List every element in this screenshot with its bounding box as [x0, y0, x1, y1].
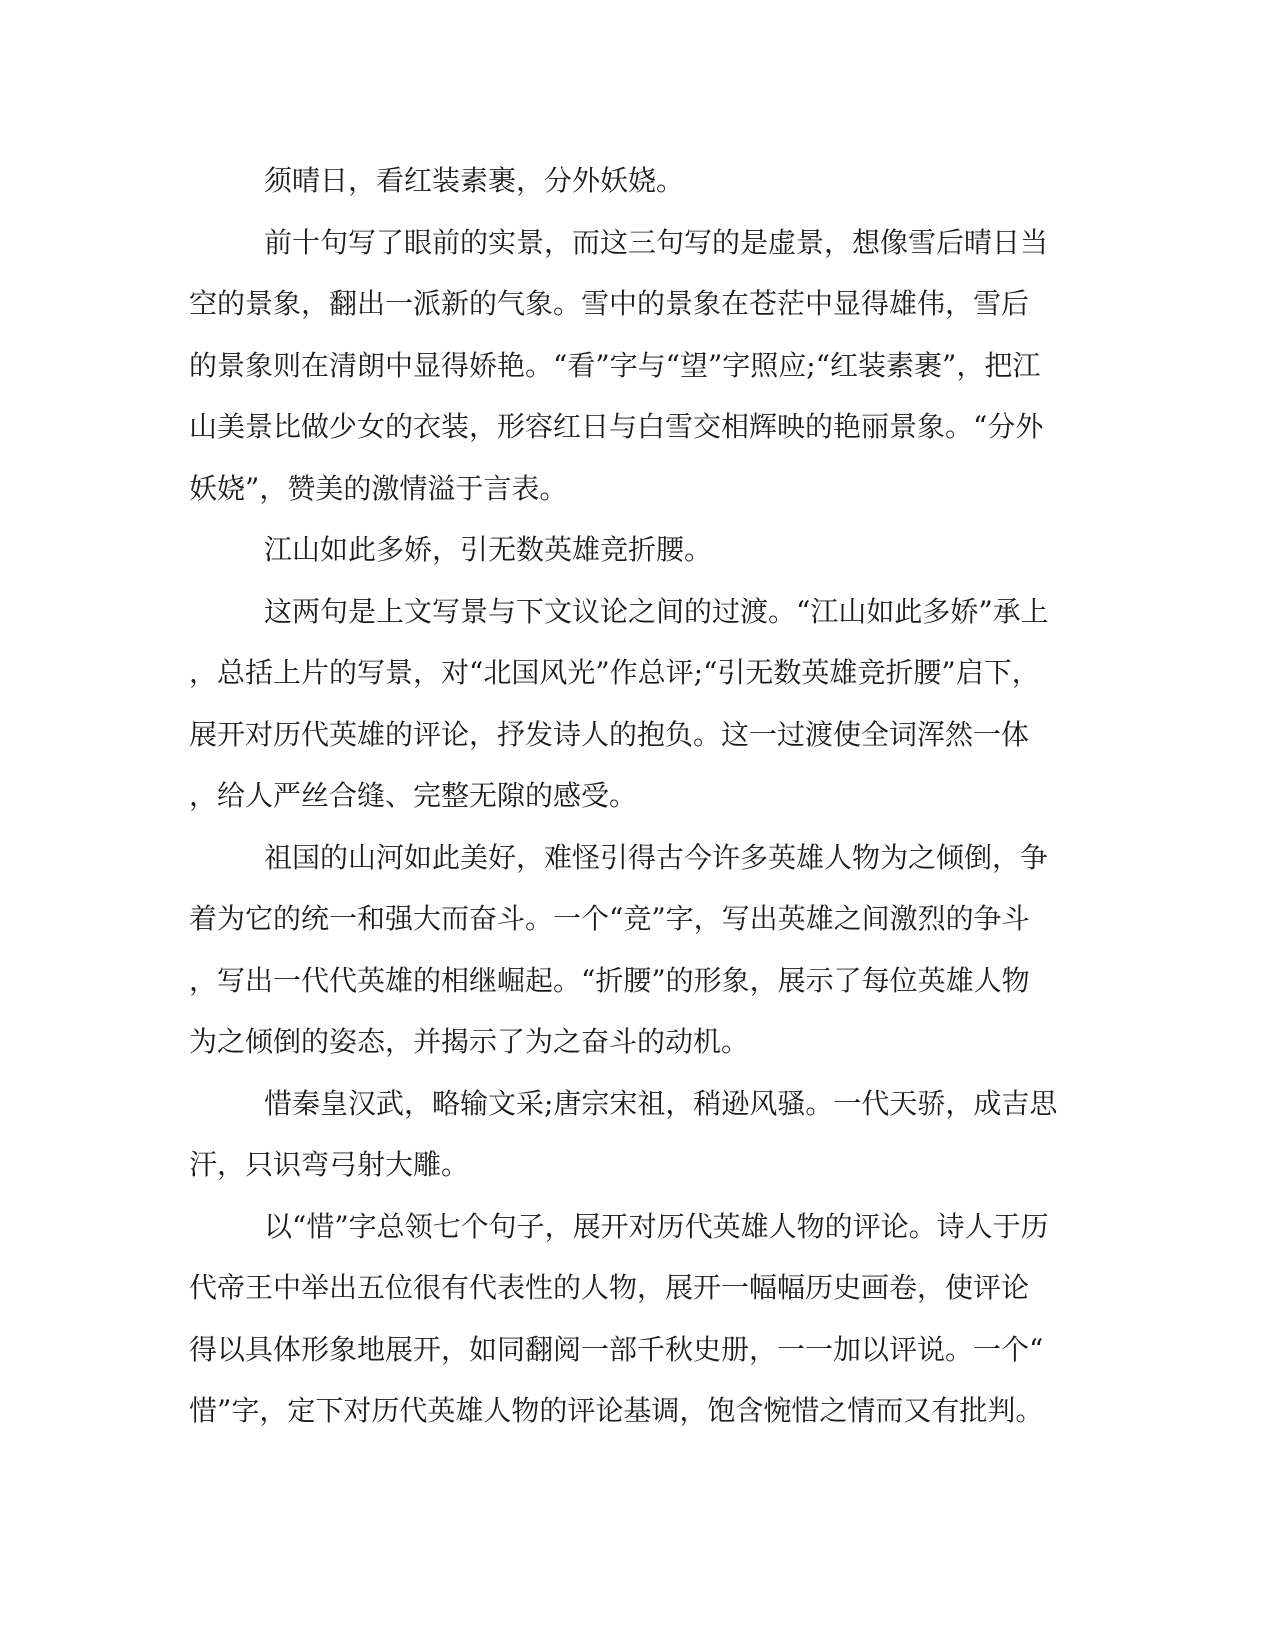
text-line: 祖国的山河如此美好，难怪引得古今许多英雄人物为之倾倒，争 — [264, 840, 1049, 874]
text-line: 这两句是上文写景与下文议论之间的过渡。“江山如此多娇”承上 — [264, 594, 1049, 628]
text-line: 得以具体形象地展开，如同翻阅一部千秋史册，一一加以评说。一个“ — [189, 1332, 1044, 1366]
text-line: 的景象则在清朗中显得娇艳。“看”字与“望”字照应;“红装素裹”，把江 — [189, 348, 1041, 382]
text-line: 代帝王中举出五位很有代表性的人物，展开一幅幅历史画卷，使评论 — [189, 1271, 1030, 1304]
text-line: 江山如此多娇，引无数英雄竞折腰。 — [264, 533, 713, 566]
text-line: 以“惜”字总领七个句子，展开对历代英雄人物的评论。诗人于历 — [264, 1209, 1049, 1243]
text-line: ，写出一代代英雄的相继崛起。“折腰”的形象，展示了每位英雄人物 — [189, 963, 1030, 997]
text-line: 展开对历代英雄的评论，抒发诗人的抱负。这一过渡使全词浑然一体 — [189, 717, 1030, 751]
text-line: 前十句写了眼前的实景，而这三句写的是虚景，想像雪后晴日当 — [264, 225, 1049, 259]
text-line: 惜秦皇汉武，略输文采;唐宗宋祖，稍逊风骚。一代天骄，成吉思 — [264, 1086, 1058, 1120]
text-line: 须晴日，看红装素裹，分外妖娆。 — [264, 164, 685, 197]
text-line: ，给人严丝合缝、完整无隙的感受。 — [189, 779, 638, 812]
text-line: 为之倾倒的姿态，并揭示了为之奋斗的动机。 — [189, 1025, 750, 1058]
text-line: 妖娆”，赞美的激情溢于言表。 — [189, 471, 568, 505]
text-line: 汗，只识弯弓射大雕。 — [189, 1148, 470, 1181]
text-line: 惜”字，定下对历代英雄人物的评论基调，饱含惋惜之情而又有批判。 — [189, 1394, 1044, 1427]
document-body — [189, 150, 1089, 1442]
text-line: ，总括上片的写景，对“北国风光”作总评;“引无数英雄竞折腰”启下， — [189, 656, 1040, 689]
text-line: 空的景象，翻出一派新的气象。雪中的景象在苍茫中显得雄伟，雪后 — [189, 287, 1030, 320]
text-line: 着为它的统一和强大而奋斗。一个“竞”字，写出英雄之间激烈的争斗 — [189, 902, 1030, 935]
text-line: 山美景比做少女的衣装，形容红日与白雪交相辉映的艳丽景象。“分外 — [189, 410, 1044, 443]
